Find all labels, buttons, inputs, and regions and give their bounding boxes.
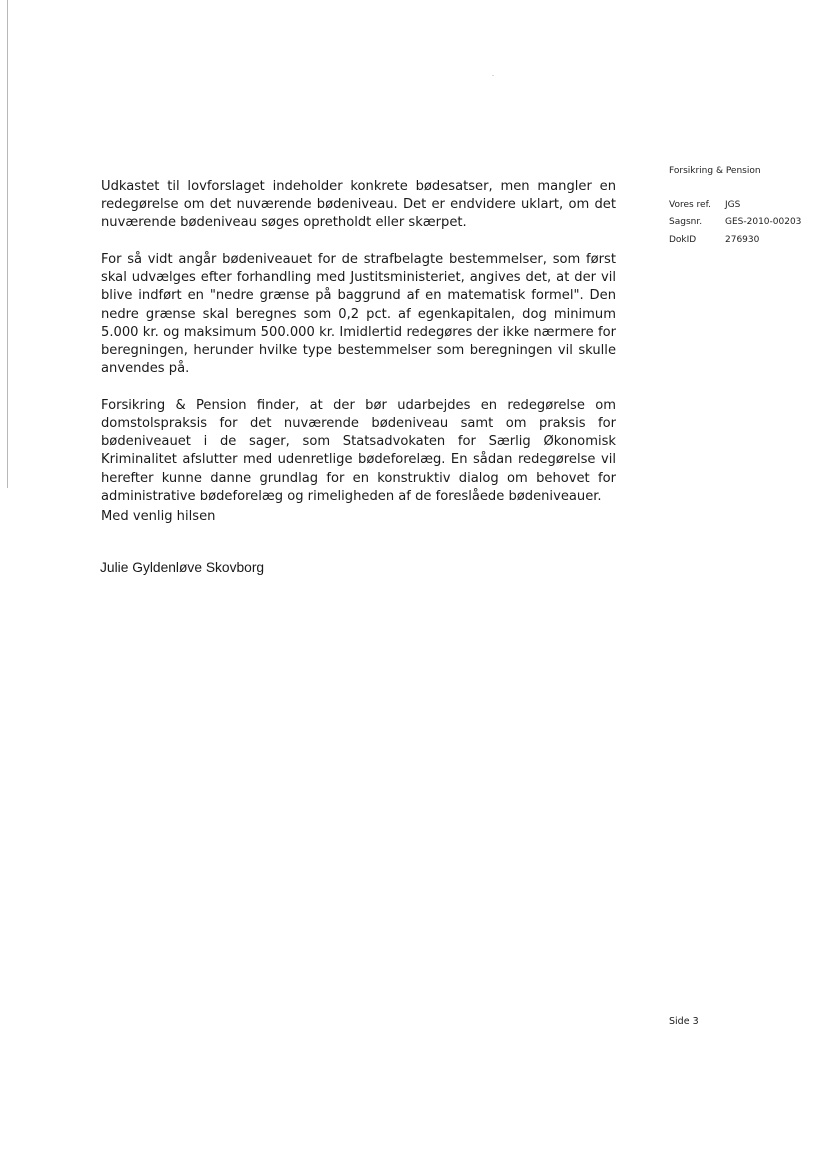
- signature-name: Julie Gyldenløve Skovborg: [100, 560, 265, 575]
- scan-edge-line: [7, 0, 8, 488]
- reference-row-doc-id: [669, 232, 801, 250]
- reference-value: JGS: [725, 199, 741, 210]
- closing-greeting: Med venlig hilsen: [101, 509, 216, 524]
- reference-row-case-number: [669, 214, 801, 232]
- reference-label: DokID: [669, 234, 697, 245]
- reference-row-our-ref: [669, 197, 801, 215]
- reference-value: 276930: [725, 234, 760, 245]
- body-paragraph-1: Udkastet til lovforslaget indeholder konkrete bødesatser, men mangler en redegørelse om det nuværende bødeniveau. Det er endvidere uklart, om det nuværende bødeniveau søges opretholdt eller skærpet.: [101, 179, 616, 231]
- body-paragraph-3: Forsikring & Pension finder, at der bør udarbejdes en redegørelse om domstolspraksis for det nuværende bødeniveau samt om praksis for bødeniveauet i de sager, som Statsadvokaten for Særlig Økonomisk Kriminalitet afslutter med udenretlige bødeforelæg. En sådan redegørelse vil herefter kunne danne grundlag for en konstruktiv dialog om behovet for administrative bødeforelæg og rimeligheden af de foreslåede bødeniveauer.: [101, 397, 616, 504]
- sidebar-organization: Forsikring & Pension: [669, 166, 761, 176]
- letter-body: [101, 178, 616, 524]
- page-number: Side 3: [669, 1016, 699, 1027]
- reference-value: GES-2010-00203: [725, 217, 802, 227]
- reference-sidebar: [669, 164, 801, 249]
- reference-label: Vores ref.: [669, 199, 711, 210]
- scan-speck: [492, 75, 494, 76]
- body-paragraph-2: For så vidt angår bødeniveauet for de strafbelagte bestemmelser, som først skal udvælges efter forhandling med Justitsministeriet, angives det, at der vil blive indført en "nedre grænse på baggrund af en matematisk formel". Den nedre grænse skal beregnes som 0,2 pct. af egenkapitalen, dog minimum 5.000 kr. og maksimum 500.000 kr. Imidlertid redegøres der ikke nærmere for beregningen, herunder hvilke type bestemmelser som beregningen vil skulle anvendes på.: [101, 252, 616, 377]
- reference-label: Sagsnr.: [669, 217, 703, 227]
